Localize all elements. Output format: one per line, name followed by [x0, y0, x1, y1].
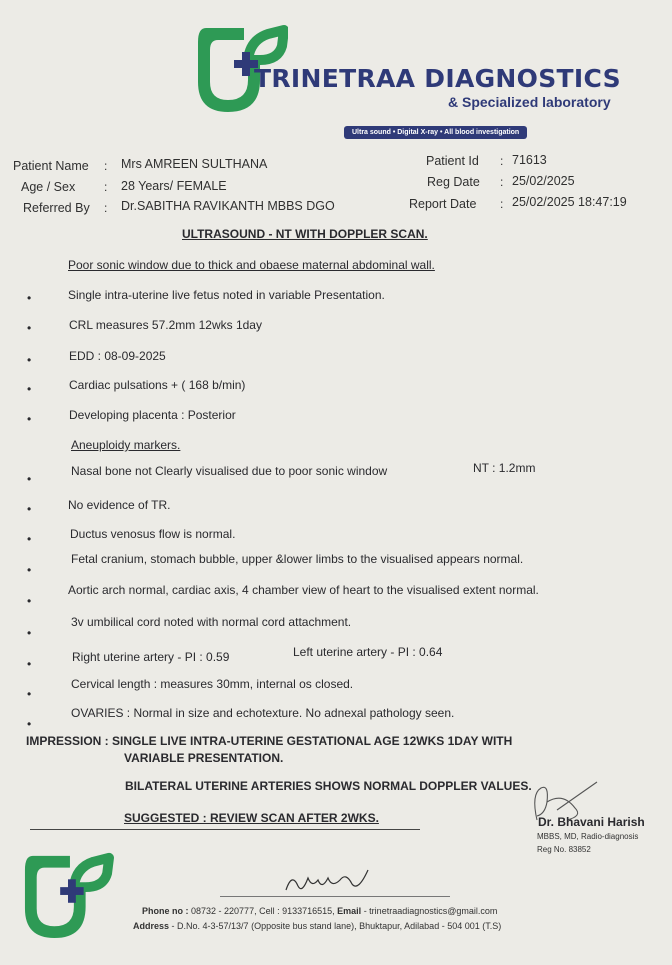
impression-line-2: VARIABLE PRESENTATION. — [124, 751, 284, 765]
footer-logo-icon — [22, 848, 114, 938]
marker-item: Cervical length : measures 30mm, internal os closed. — [71, 677, 354, 691]
bullet: • — [27, 657, 32, 671]
bullet: • — [27, 502, 32, 516]
referred-by: Dr.SABITHA RAVIKANTH MBBS DGO — [121, 199, 335, 213]
doctor-name: Dr. Bhavani Harish — [538, 815, 645, 829]
report-date-label: Report Date — [409, 197, 477, 211]
impression-line-1: IMPRESSION : SINGLE LIVE INTRA-UTERINE GESTATIONAL AGE 12WKS 1DAY WITH — [26, 734, 513, 748]
reg-date: 25/02/2025 — [512, 174, 575, 188]
footer-rule — [220, 896, 450, 897]
left-uterine-artery: Left uterine artery - PI : 0.64 — [293, 645, 443, 659]
sep: : — [500, 154, 504, 168]
bullet: • — [27, 412, 32, 426]
referred-by-label: Referred By — [23, 201, 90, 215]
marker-item: Ductus venosus flow is normal. — [70, 527, 236, 541]
finding-item: EDD : 08-09-2025 — [69, 349, 166, 363]
doctor-reg-no: Reg No. 83852 — [537, 845, 591, 854]
marker-item: Fetal cranium, stomach bubble, upper &lower limbs to the visualised appears normal. — [71, 552, 524, 566]
marker-item: 3v umbilical cord noted with normal cord attachment. — [71, 615, 352, 629]
sep: : — [104, 159, 108, 173]
sep: : — [104, 180, 108, 194]
nt-measure: NT : 1.2mm — [473, 461, 536, 475]
bullet: • — [27, 687, 32, 701]
bullet: • — [27, 626, 32, 640]
bullet: • — [27, 532, 32, 546]
patient-id: 71613 — [512, 153, 547, 167]
bullet: • — [27, 353, 32, 367]
impression-line-3: BILATERAL UTERINE ARTERIES SHOWS NORMAL DOPPLER VALUES. — [125, 779, 532, 793]
phone-numbers: 08732 - 220777, Cell : 9133716515, — [191, 906, 335, 916]
bullet: • — [27, 382, 32, 396]
address-label: Address — [133, 921, 170, 931]
report-date: 25/02/2025 18:47:19 — [512, 195, 627, 209]
suggested-line: SUGGESTED : REVIEW SCAN AFTER 2WKS. — [124, 811, 379, 825]
finding-item: Single intra-uterine live fetus noted in variable Presentation. — [68, 288, 385, 302]
bullet: • — [27, 472, 32, 486]
bullet: • — [27, 321, 32, 335]
doctor-qualification: MBBS, MD, Radio-diagnosis — [537, 832, 639, 841]
report-title: ULTRASOUND - NT WITH DOPPLER SCAN. — [182, 227, 428, 241]
marker-item: Aortic arch normal, cardiac axis, 4 chamber view of heart to the visualised extent normal. — [68, 583, 539, 597]
sep: : — [500, 175, 504, 189]
brand-name: TRINETRAA DIAGNOSTICS — [254, 64, 621, 93]
patient-name-label: Patient Name — [13, 159, 89, 173]
finding-item: CRL measures 57.2mm 12wks 1day — [69, 318, 262, 332]
email-address: - trinetraadiagnostics@gmail.com — [363, 906, 498, 916]
marker-item: No evidence of TR. — [68, 498, 171, 512]
bullet: • — [27, 594, 32, 608]
brand-tagline: Ultra sound • Digital X-ray • All blood investigation — [344, 126, 527, 139]
phone-label: Phone no : — [142, 906, 189, 916]
patient-id-label: Patient Id — [426, 154, 479, 168]
suggested-rule — [30, 829, 420, 830]
aneuploidy-heading: Aneuploidy markers. — [71, 438, 181, 452]
address-text: - D.No. 4-3-57/13/7 (Opposite bus stand lane), Bhuktapur, Adilabad - 504 001 (T.S) — [171, 921, 502, 931]
brand-subtitle: & Specialized laboratory — [448, 94, 611, 110]
sonic-window-note: Poor sonic window due to thick and obaese maternal abdominal wall. — [68, 258, 435, 272]
bullet: • — [27, 717, 32, 731]
email-label: Email — [337, 906, 362, 916]
finding-item: Developing placenta : Posterior — [69, 408, 236, 422]
marker-item: Nasal bone not Clearly visualised due to poor sonic window — [71, 464, 388, 478]
age-sex-label: Age / Sex — [21, 180, 76, 194]
sep: : — [500, 197, 504, 211]
bullet: • — [27, 563, 32, 577]
sep: : — [104, 201, 108, 215]
footer-phone-line — [142, 906, 497, 916]
bullet: • — [27, 291, 32, 305]
marker-item: Right uterine artery - PI : 0.59 — [72, 650, 230, 664]
marker-item: OVARIES : Normal in size and echotexture. No adnexal pathology seen. — [71, 706, 455, 720]
patient-name: Mrs AMREEN SULTHANA — [121, 157, 268, 171]
footer-address-line — [133, 921, 501, 931]
age-sex: 28 Years/ FEMALE — [121, 179, 227, 193]
reg-date-label: Reg Date — [427, 175, 480, 189]
finding-item: Cardiac pulsations + ( 168 b/min) — [69, 378, 246, 392]
